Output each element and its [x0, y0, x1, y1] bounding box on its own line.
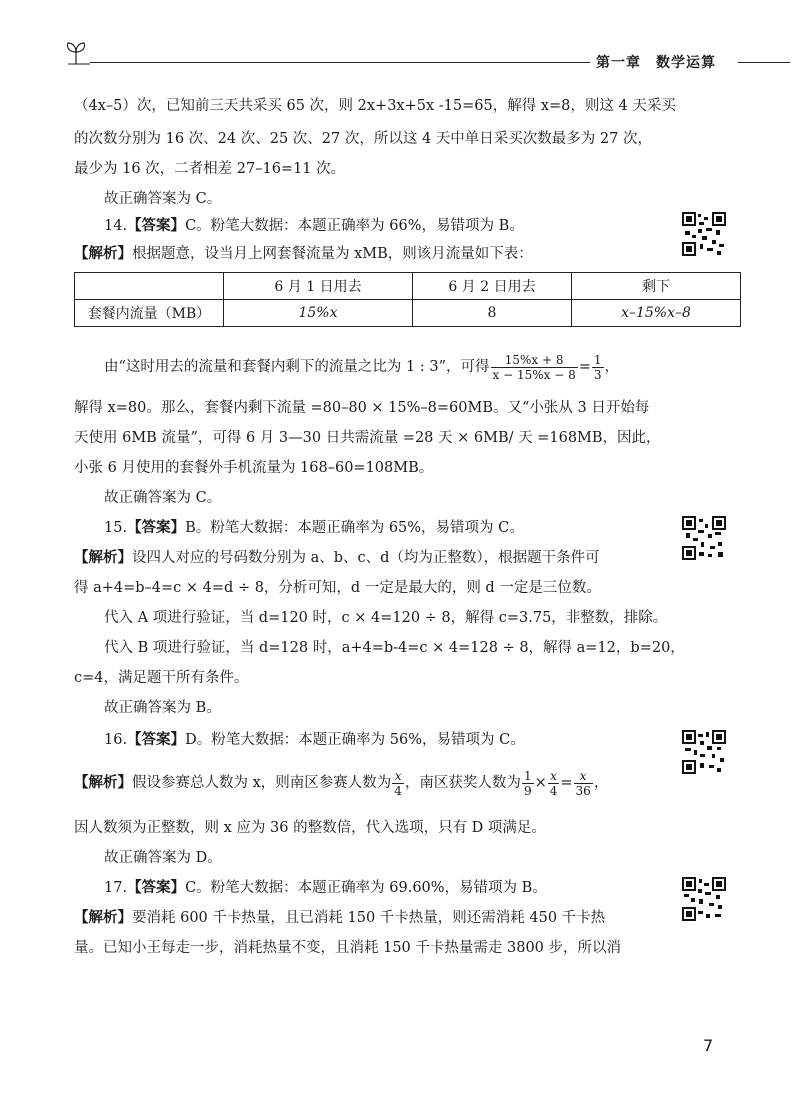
- text-span: ，: [593, 775, 609, 791]
- text-line: 代入 B 项进行验证，当 d=128 时，a+4=b-4=c × 4=128 ÷ 8，解得 a=12，b=20，: [104, 640, 685, 656]
- leaf-icon: [62, 40, 90, 66]
- analysis-text: 设四人对应的号码数分别为 a、b、c、d（均为正整数），根据题干条件可: [132, 550, 600, 566]
- text-line: 天使用 6MB 流量”，可得 6 月 3—30 日共需流量 =28 天 × 6MB/ 天 =168MB，因此，: [74, 430, 661, 446]
- fraction-denominator: 4: [394, 783, 402, 798]
- answer-tag: 【答案】: [127, 520, 186, 536]
- page-header: [0, 0, 800, 70]
- text-line: 解得 x=80。那么，套餐内剩下流量 =80–80 × 15%–8=60MB。又“小张从 3 日开始每: [74, 400, 650, 416]
- fraction: [548, 769, 560, 798]
- analysis-line-17: [74, 908, 605, 928]
- fraction: [392, 769, 404, 798]
- text-line: 的次数分别为 16 次、24 次、25 次、27 次，所以这 4 天中单日采买次数最多为 27 次，: [74, 131, 652, 147]
- fraction-numerator: 1: [593, 352, 602, 367]
- fraction-numerator: 15%x + 8: [491, 353, 578, 368]
- text-line-formula: [104, 352, 619, 382]
- answer-tag: 【答案】: [127, 732, 186, 748]
- table-cell: 剩下: [572, 273, 741, 300]
- fraction-numerator: x: [392, 769, 404, 784]
- analysis-line-16: [74, 768, 608, 798]
- analysis-tag: 【解析】: [74, 550, 132, 566]
- header-rule-right: [738, 62, 790, 63]
- fraction-denominator: x − 15%x − 8: [492, 367, 576, 382]
- times-sign: ×: [534, 775, 547, 791]
- text-line: 故正确答案为 B。: [104, 700, 221, 716]
- qr-code-icon[interactable]: [682, 730, 726, 774]
- table-cell: 15%x: [224, 300, 413, 327]
- table-header-row: [75, 273, 741, 300]
- analysis-text: 要消耗 600 千卡热量，且已消耗 150 千卡热量，则还需消耗 450 千卡热: [132, 910, 606, 926]
- text-line: 代入 A 项进行验证，当 d=120 时，c × 4=120 ÷ 8，解得 c=3.75，非整数，排除。: [104, 610, 668, 626]
- fraction: [522, 769, 534, 798]
- text-span: 假设参赛总人数为 x，则南区参赛人数为: [132, 775, 392, 791]
- fraction: [592, 353, 604, 382]
- analysis-tag: 【解析】: [74, 246, 132, 262]
- answer-tag: 【答案】: [127, 880, 186, 896]
- data-table: [74, 272, 741, 327]
- analysis-line-14: [74, 244, 533, 264]
- analysis-text: 根据题意，设当月上网套餐流量为 xMB，则该月流量如下表：: [132, 246, 533, 262]
- table-cell: x–15%x–8: [572, 300, 741, 327]
- text-line: 最少为 16 次，二者相差 27–16=11 次。: [74, 161, 346, 177]
- fraction-denominator: 9: [523, 783, 532, 798]
- answer-tag: 【答案】: [127, 218, 186, 234]
- table-cell: [75, 273, 224, 300]
- analysis-tag: 【解析】: [74, 910, 132, 926]
- table-cell: 6 月 1 日用去: [224, 273, 413, 300]
- fraction-numerator: x: [548, 769, 560, 784]
- analysis-line-15: [74, 548, 600, 568]
- answer-text: C。粉笔大数据：本题正确率为 66%，易错项为 B。: [185, 218, 524, 234]
- text-line: 故正确答案为 C。: [104, 191, 222, 207]
- text-line: 故正确答案为 D。: [104, 850, 222, 866]
- page-number: 7: [703, 1036, 714, 1055]
- fraction-denominator: 36: [575, 783, 591, 798]
- text-line: 量。已知小王每走一步，消耗热量不变，且消耗 150 千卡热量需走 3800 步，所以消: [74, 940, 622, 956]
- question-number: 15.: [104, 520, 128, 536]
- qr-code-icon[interactable]: [682, 212, 726, 256]
- table-cell: 6 月 2 日用去: [413, 273, 572, 300]
- analysis-tag: 【解析】: [74, 775, 132, 791]
- fraction-numerator: 1: [523, 768, 532, 783]
- answer-line-17: [104, 878, 547, 898]
- answer-line-16: [104, 730, 525, 750]
- qr-code-icon[interactable]: [682, 877, 726, 921]
- answer-text: C。粉笔大数据：本题正确率为 69.60%，易错项为 B。: [185, 880, 547, 896]
- table-cell: 套餐内流量（MB）: [75, 300, 224, 327]
- text-line: 小张 6 月使用的套餐外手机流量为 168–60=108MB。: [74, 460, 434, 476]
- text-line: 故正确答案为 C。: [104, 490, 222, 506]
- fraction: [574, 769, 593, 798]
- answer-line-14: [104, 216, 524, 236]
- fraction: [491, 353, 578, 382]
- text-span: 由“这时用去的流量和套餐内剩下的流量之比为 1 : 3”，可得: [104, 359, 490, 375]
- equals-sign: =: [560, 775, 573, 791]
- fraction-numerator: x: [574, 769, 593, 784]
- answer-text: D。粉笔大数据：本题正确率为 56%，易错项为 C。: [185, 732, 525, 748]
- answer-line-15: [104, 518, 524, 538]
- text-span: ，南区获奖人数为: [404, 775, 521, 791]
- question-number: 14.: [104, 218, 128, 234]
- text-line: c=4，满足题干所有条件。: [74, 670, 249, 686]
- fraction-denominator: 3: [593, 367, 602, 382]
- table-row: [75, 300, 741, 327]
- qr-code-icon[interactable]: [682, 516, 726, 560]
- text-line: 得 a+4=b–4=c × 4=d ÷ 8，分析可知，d 一定是最大的，则 d 一定是三位数。: [74, 580, 601, 596]
- equals-sign: =: [578, 359, 591, 375]
- chapter-title: 第一章 数学运算: [596, 55, 716, 71]
- table-cell: 8: [413, 300, 572, 327]
- header-rule-left: [90, 62, 590, 63]
- text-line: 因人数须为正整数，则 x 应为 36 的整数倍，代入选项，只有 D 项满足。: [74, 820, 546, 836]
- question-number: 17.: [104, 880, 128, 896]
- text-span: ，: [604, 359, 620, 375]
- question-number: 16.: [104, 732, 128, 748]
- text-line: （4x–5）次，已知前三天共采买 65 次，则 2x+3x+5x -15=65，解得 x=8，则这 4 天采买: [74, 98, 676, 114]
- fraction-denominator: 4: [549, 783, 558, 798]
- answer-text: B。粉笔大数据：本题正确率为 65%，易错项为 C。: [185, 520, 524, 536]
